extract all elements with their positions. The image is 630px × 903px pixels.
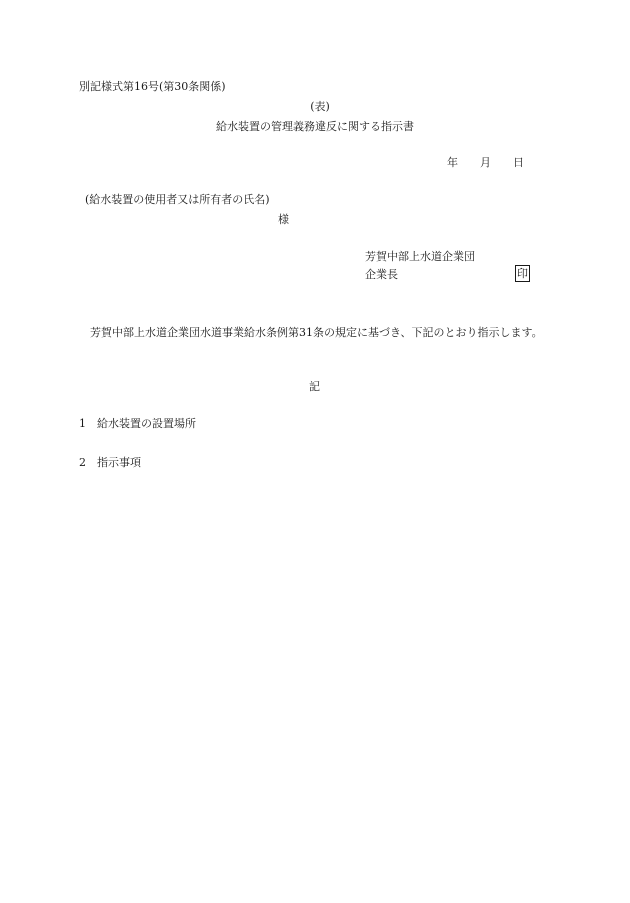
form-number: 別記様式第16号(第30条関係)	[79, 80, 226, 93]
issuer-title: 企業長	[365, 268, 398, 281]
item-number: 2	[79, 456, 86, 469]
date-year-label: 年	[447, 156, 458, 169]
side-label: (表)	[310, 100, 330, 113]
seal-mark: 印	[517, 267, 528, 280]
recipient-name-label: (給水装置の使用者又は所有者の氏名)	[85, 193, 270, 206]
item-label: 給水装置の設置場所	[97, 417, 196, 430]
item-number: 1	[79, 417, 86, 430]
date-month-label: 月	[480, 156, 491, 169]
body-paragraph: 芳賀中部上水道企業団水道事業給水条例第31条の規定に基づき、下記のとおり指示します。	[90, 326, 543, 339]
issuer-organization: 芳賀中部上水道企業団	[365, 250, 475, 263]
honorific: 様	[278, 213, 289, 226]
item-label: 指示事項	[97, 456, 141, 469]
list-item	[79, 456, 141, 469]
ki-heading: 記	[309, 380, 320, 393]
date-line	[447, 156, 524, 169]
date-day-label: 日	[513, 156, 524, 169]
list-item	[79, 417, 196, 430]
document-title: 給水装置の管理義務違反に関する指示書	[216, 120, 414, 133]
